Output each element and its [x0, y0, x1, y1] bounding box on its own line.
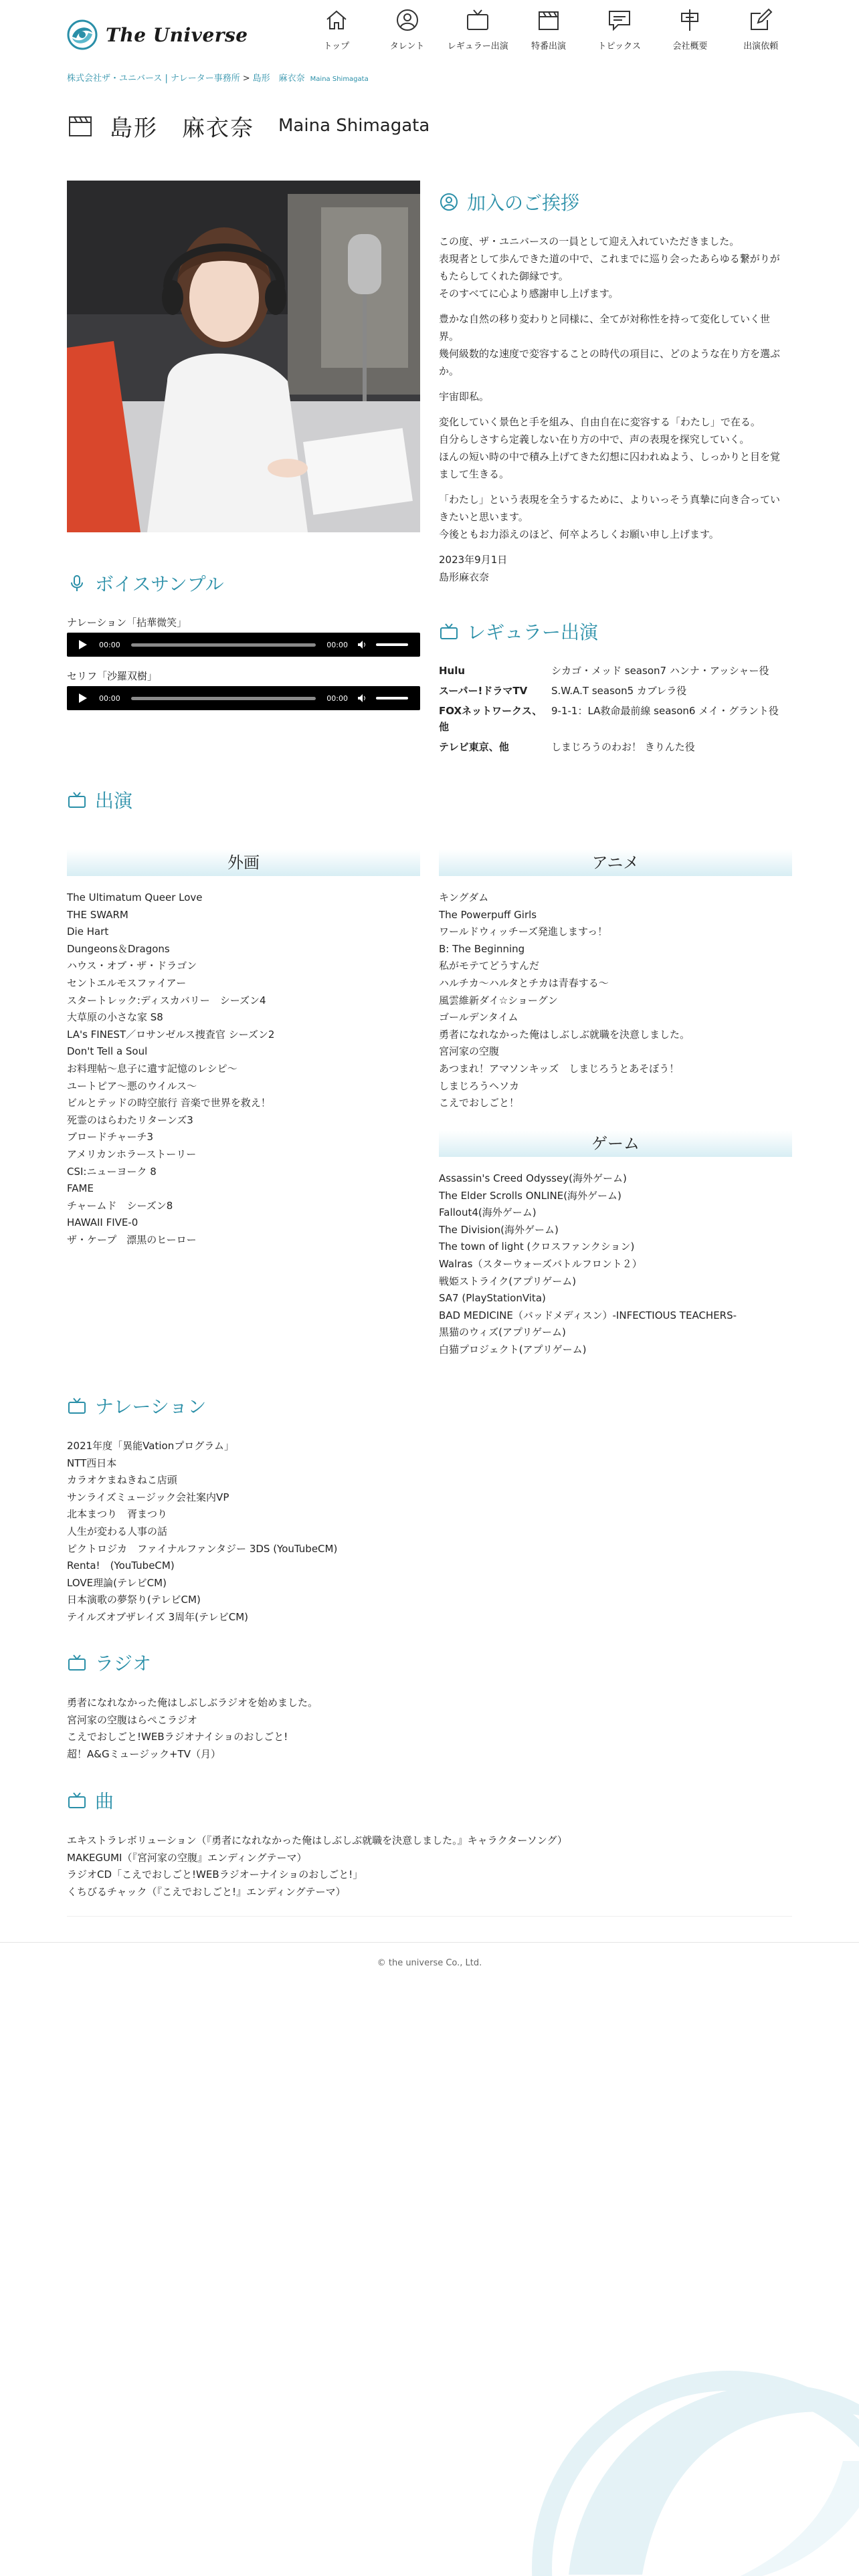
tv-icon: [464, 7, 491, 33]
list-item: お料理帖〜息子に遺す記憶のレシピ〜: [67, 1062, 237, 1075]
page-title: [67, 107, 430, 144]
tv-icon: [67, 1652, 87, 1673]
category-game: ゲーム: [439, 1130, 792, 1157]
nav-company[interactable]: [655, 7, 726, 55]
list-item: ザ・ケープ 漂黒のヒーロー: [67, 1233, 197, 1246]
nav-label: レギュラー出演: [447, 41, 508, 51]
nav-topics[interactable]: [584, 7, 655, 55]
greeting-paragraph: 変化していく景色と手を組み、自由自在に変容する「わたし」で在る。 自分らしさすら定義しない在り方の中で、声の表現を探究していく。 ほんの短い時の中で積み上げてきた幻想に囚われぬよう、しっかりと目を覚まして生きる。: [439, 416, 781, 480]
songs-heading: [67, 1787, 114, 1814]
list-item: こえでおしごと!WEBラジオナイショのおしごと!: [67, 1731, 288, 1743]
list-item: ブロードチャーチ3: [67, 1131, 154, 1144]
voice-heading-text: ボイスサンプル: [95, 573, 224, 595]
station-cell: FOXネットワークス、他: [439, 705, 543, 733]
voice-sample-label: セリフ「沙羅双樹」: [67, 670, 158, 682]
list-item: ワールドウィッチーズ発進しますっ！: [439, 926, 608, 938]
program-cell: 9-1-1：LA救命最前線 season6 メイ・グラント役: [551, 705, 779, 717]
breadcrumb-company[interactable]: 株式会社ザ・ユニバース | ナレーター事務所: [67, 74, 240, 84]
list-item: アメリカンホラーストーリー: [67, 1148, 197, 1160]
audio-seek-bar[interactable]: [131, 643, 316, 647]
list-item: あつまれ！アマソンキッズ しまじろうとあそぼう！: [439, 1062, 680, 1075]
list-item: 宮河家の空腹: [439, 1045, 500, 1058]
list-item: The town of light (クロスファンクション): [439, 1241, 635, 1253]
greeting-paragraph: 「わたし」という表現を全うするために、よりいっそう真摯に向き合っていきたいと思います。 今後ともお力添えのほど、何卒よろしくお願い申し上げます。: [439, 494, 781, 540]
list-item: ハウス・オブ・ザ・ドラゴン: [67, 960, 197, 972]
logo-text: The Universe: [106, 23, 248, 46]
clapper-icon: [535, 7, 562, 33]
foreign-list: [67, 889, 274, 1249]
audio-current-time: 00:00: [99, 693, 120, 703]
tv-icon: [67, 1790, 87, 1810]
list-item: サンライズミュージック会社案内VP: [67, 1491, 229, 1503]
home-icon: [323, 7, 350, 33]
person-circle-icon: [439, 192, 459, 212]
program-cell: S.W.A.T season5 カブレラ役: [551, 685, 687, 697]
volume-icon[interactable]: [357, 640, 367, 649]
list-item: The Ultimatum Queer Love: [67, 891, 203, 903]
list-item: くちびるチャック（『こえでおしごと!』エンディングテーマ）: [67, 1885, 346, 1898]
regular-heading-text: レギュラー出演: [467, 621, 599, 643]
list-item: SA7 (PlayStationVita): [439, 1292, 546, 1305]
talent-name-en: Maina Shimagata: [278, 116, 430, 136]
program-cell: シカゴ・メッド season7 ハンナ・アッシャー役: [551, 665, 769, 677]
list-item: 日本演歌の夢祭り(テレビCM): [67, 1594, 201, 1606]
footer-copyright: © the universe Co., Ltd.: [377, 1958, 482, 1968]
station-cell: スーパー!ドラマTV: [439, 685, 528, 697]
list-item: The Elder Scrolls ONLINE(海外ゲーム): [439, 1189, 622, 1202]
main-nav: [301, 7, 796, 55]
list-item: BAD MEDICINE（バッドメディスン）-INFECTIOUS TEACHERS-: [439, 1309, 737, 1321]
volume-slider[interactable]: [376, 697, 408, 700]
list-item: カラオケまねきねこ店頭: [67, 1474, 177, 1487]
appearances-heading-text: 出演: [95, 790, 133, 812]
list-item: 2021年度「異能Vationプログラム」: [67, 1440, 235, 1452]
list-item: 宮河家の空腹はらぺこラジオ: [67, 1713, 198, 1726]
greeting-paragraph: この度、ザ・ユニバースの一員として迎え入れていただきました。 表現者として歩んできた道の中で、これまでに巡り会ったあらゆる繋がりがもたらしてくれた御縁です。 そのすべてに心より感謝申し上げます。: [439, 235, 780, 300]
breadcrumb: [67, 71, 369, 84]
nav-top[interactable]: [301, 7, 372, 55]
list-item: ラジオCD「こえでおしごと!WEBラジオーナイショのおしごと!」: [67, 1868, 363, 1881]
audio-total-time: 00:00: [326, 693, 348, 703]
nav-label: タレント: [389, 41, 425, 51]
footer-divider: [0, 1942, 859, 1943]
list-item: Renta! (YouTubeCM): [67, 1560, 175, 1572]
play-button[interactable]: [79, 640, 87, 649]
audio-current-time: 00:00: [99, 640, 120, 649]
list-item: Walras（スターウォーズバトルフロント２）: [439, 1257, 642, 1270]
list-item: スタートレック:ディスカバリー シーズン4: [67, 994, 266, 1006]
list-item: セントエルモスファイアー: [67, 976, 187, 989]
list-item: チャームド シーズン8: [67, 1199, 173, 1212]
list-item: 北本まつり 胥まつり: [67, 1508, 168, 1521]
list-item: ピクトロジカ ファイナルファンタジー 3DS (YouTubeCM): [67, 1542, 338, 1555]
list-item: Assassin's Creed Odyssey(海外ゲーム): [439, 1172, 627, 1184]
tv-icon: [67, 790, 87, 810]
list-item: Fallout4(海外ゲーム): [439, 1206, 537, 1219]
list-item: ハルチカ〜ハルタとチカは青春する〜: [439, 976, 609, 989]
site-header: [0, 0, 859, 60]
list-item: 死霊のはらわたリターンズ3: [67, 1113, 193, 1126]
voice-sample-label: ナレーション「拈華微笑」: [67, 617, 187, 629]
talent-name-jp: 島形 麻衣奈: [110, 114, 254, 142]
station-cell: テレビ東京、他: [439, 741, 509, 753]
audio-player[interactable]: [67, 686, 420, 710]
list-item: CSI:ニューヨーク 8: [67, 1165, 157, 1178]
clapper-icon: [67, 112, 94, 139]
program-cell: しまじろうのわお！ きりんた役: [551, 741, 695, 753]
narration-list: [67, 1438, 337, 1626]
nav-label: トップ: [323, 41, 350, 51]
divider: [67, 1916, 792, 1917]
audio-player[interactable]: [67, 633, 420, 657]
list-item: 勇者になれなかった俺はしぶしぶラジオを始めました。: [67, 1697, 318, 1709]
nav-label: トピックス: [597, 41, 641, 51]
greeting-signature: 2023年9月1日 島形麻衣奈: [439, 554, 508, 583]
songs-heading-text: 曲: [95, 1790, 114, 1812]
list-item: The Division(海外ゲーム): [439, 1223, 559, 1236]
microphone-icon: [67, 573, 87, 593]
list-item: HAWAII FIVE-0: [67, 1216, 138, 1229]
radio-heading: [67, 1649, 151, 1676]
category-foreign: 外画: [67, 849, 420, 876]
list-item: THE SWARM: [67, 908, 128, 921]
list-item: NTT西日本: [67, 1457, 117, 1469]
table-row: [439, 737, 792, 757]
volume-slider[interactable]: [376, 643, 408, 646]
regular-table: [439, 661, 792, 757]
list-item: キングダム: [439, 891, 489, 903]
greeting-paragraph: 豊かな自然の移り変わりと同様に、全てが対称性を持って変化していく世界。 幾何級数的な速度で変容することの時代の項目に、どのような在り方を選ぶか。: [439, 313, 781, 377]
company-icon: [676, 7, 703, 33]
site-logo[interactable]: [67, 16, 274, 53]
profile-photo: [67, 181, 420, 532]
list-item: 白猫プロジェクト(アプリゲーム): [439, 1343, 587, 1356]
list-item: 勇者になれなかった俺はしぶしぶ就職を決意しました。: [439, 1028, 690, 1041]
list-item: The Powerpuff Girls: [439, 908, 537, 921]
list-item: 超！A&Gミュージック+TV（月）: [67, 1747, 221, 1760]
songs-list: [67, 1832, 567, 1901]
nav-label: 特番出演: [531, 41, 567, 51]
list-item: テイルズオブザレイズ 3周年(テレビCM): [67, 1610, 248, 1623]
list-item: FAME: [67, 1182, 94, 1195]
nav-regular[interactable]: [442, 7, 513, 55]
appearances-heading: [67, 786, 132, 813]
nav-label: 会社概要: [672, 41, 708, 51]
list-item: Dungeons＆Dragons: [67, 942, 170, 955]
greeting-heading-text: 加入のご挨拶: [467, 192, 580, 214]
anime-list: [439, 889, 690, 1112]
station-cell: Hulu: [439, 665, 466, 677]
list-item: 戦姫ストライク(アプリゲーム): [439, 1275, 577, 1287]
list-item: 黒猫のウィズ(アプリゲーム): [439, 1326, 566, 1339]
list-item: 風雲維新ダイ☆ショーグン: [439, 994, 558, 1006]
breadcrumb-current-en: Maina Shimagata: [310, 76, 369, 83]
breadcrumb-current: 島形 麻衣奈: [252, 74, 305, 84]
list-item: MAKEGUMI（『宮河家の空腹』エンディングテーマ）: [67, 1851, 307, 1864]
tv-icon: [67, 1396, 87, 1416]
regular-heading: [439, 618, 598, 645]
narration-heading: [67, 1392, 206, 1419]
nav-special[interactable]: [513, 7, 584, 55]
list-item: ユートピア〜悪のウイルス〜: [67, 1079, 197, 1092]
chat-icon: [606, 7, 633, 33]
nav-talent[interactable]: [372, 7, 443, 55]
greeting-body: [439, 233, 787, 594]
list-item: しまじろうヘソカ: [439, 1079, 520, 1092]
tv-icon: [439, 621, 459, 641]
table-row: [439, 661, 792, 681]
list-item: こえでおしごと！: [439, 1097, 520, 1109]
breadcrumb-separator: >: [242, 74, 250, 84]
list-item: LA's FINEST／ロサンゼルス捜査官 シーズン2: [67, 1028, 275, 1041]
play-button[interactable]: [79, 693, 87, 703]
greeting-heading: [439, 189, 579, 215]
voice-heading: [67, 570, 224, 597]
audio-total-time: 00:00: [326, 640, 348, 649]
nav-label: 出演依頼: [743, 41, 779, 51]
list-item: Die Hart: [67, 926, 109, 938]
list-item: ゴールデンタイム: [439, 1011, 518, 1024]
person-icon: [394, 7, 421, 33]
list-item: 人生が変わる人事の話: [67, 1525, 168, 1537]
nav-request[interactable]: [725, 7, 796, 55]
volume-icon[interactable]: [357, 693, 367, 703]
game-list: [439, 1170, 737, 1359]
list-item: ビルとテッドの時空旅行 音楽で世界を救え！: [67, 1097, 271, 1109]
list-item: Don't Tell a Soul: [67, 1045, 148, 1058]
table-row: [439, 681, 792, 701]
radio-list: [67, 1695, 318, 1763]
category-anime: アニメ: [439, 849, 792, 876]
list-item: LOVE理論(テレビCM): [67, 1576, 167, 1589]
list-item: 私がモテてどうすんだ: [439, 960, 540, 972]
background-logo-watermark: [508, 2260, 859, 2576]
list-item: 大草原の小さな家 S8: [67, 1011, 163, 1024]
list-item: エキストラレボリューション（『勇者になれなかった俺はしぶしぶ就職を決意しました。』キャラクターソング）: [67, 1834, 567, 1846]
table-row: [439, 701, 792, 737]
radio-heading-text: ラジオ: [95, 1652, 152, 1675]
greeting-paragraph: 宇宙即私。: [439, 391, 490, 403]
narration-heading-text: ナレーション: [95, 1396, 207, 1418]
edit-icon: [747, 7, 774, 33]
universe-logo-icon: [67, 19, 98, 50]
audio-seek-bar[interactable]: [131, 697, 316, 700]
list-item: B: The Beginning: [439, 942, 525, 955]
